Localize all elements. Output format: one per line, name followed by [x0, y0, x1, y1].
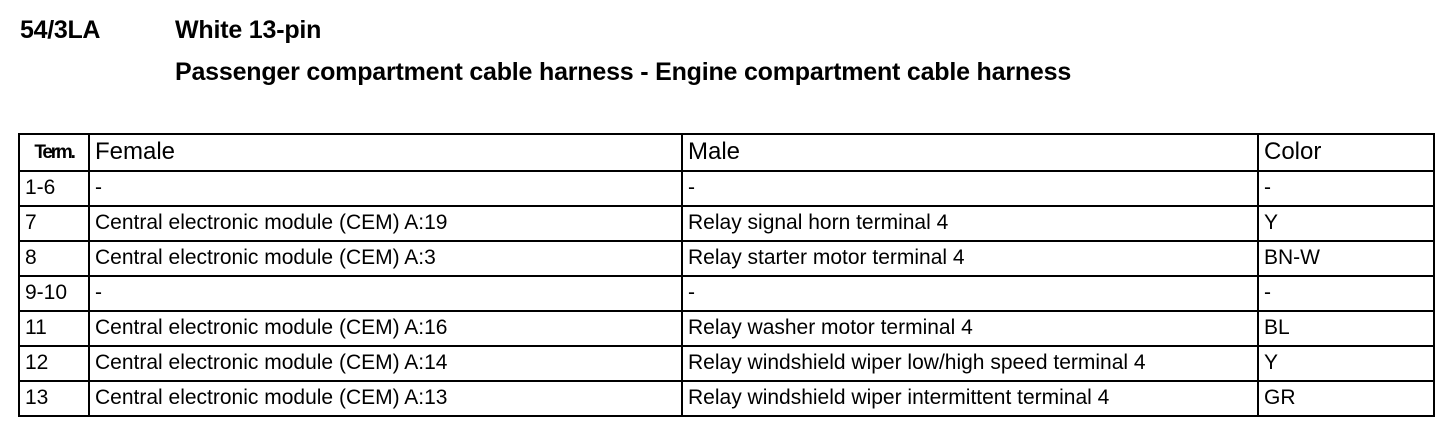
- cell-term: 1-6: [19, 171, 89, 206]
- cell-color: -: [1258, 276, 1434, 311]
- table-body: [19, 171, 1434, 416]
- table-row: [19, 276, 1434, 311]
- table-row: [19, 241, 1434, 276]
- cell-female: Central electronic module (CEM) A:14: [89, 346, 682, 381]
- table-row: [19, 171, 1434, 206]
- cell-term: 13: [19, 381, 89, 416]
- connector-code: 54/3LA: [20, 16, 101, 44]
- cell-male: Relay windshield wiper intermittent terminal 4: [682, 381, 1258, 416]
- cell-male: Relay signal horn terminal 4: [682, 206, 1258, 241]
- cell-term: 7: [19, 206, 89, 241]
- table-row: [19, 206, 1434, 241]
- table-header: [19, 134, 1434, 171]
- table-row: [19, 346, 1434, 381]
- pinout-table: [18, 133, 1435, 417]
- cell-male: -: [682, 276, 1258, 311]
- cell-female: Central electronic module (CEM) A:16: [89, 311, 682, 346]
- table-row: [19, 381, 1434, 416]
- cell-male: Relay washer motor terminal 4: [682, 311, 1258, 346]
- cell-color: GR: [1258, 381, 1434, 416]
- cell-color: -: [1258, 171, 1434, 206]
- cell-color: Y: [1258, 346, 1434, 381]
- cell-term: 9-10: [19, 276, 89, 311]
- cell-color: BN-W: [1258, 241, 1434, 276]
- cell-color: BL: [1258, 311, 1434, 346]
- pinout-table-container: [18, 133, 1400, 417]
- connector-subtitle: Passenger compartment cable harness - Engine compartment cable harness: [175, 58, 1072, 86]
- cell-female: Central electronic module (CEM) A:3: [89, 241, 682, 276]
- cell-term: 11: [19, 311, 89, 346]
- column-header-term: Term.: [19, 134, 89, 171]
- cell-female: Central electronic module (CEM) A:19: [89, 206, 682, 241]
- cell-male: Relay starter motor terminal 4: [682, 241, 1258, 276]
- cell-male: -: [682, 171, 1258, 206]
- table-header-row: [19, 134, 1434, 171]
- cell-female: -: [89, 276, 682, 311]
- cell-term: 12: [19, 346, 89, 381]
- cell-female: Central electronic module (CEM) A:13: [89, 381, 682, 416]
- column-header-male: Male: [682, 134, 1258, 171]
- cell-female: -: [89, 171, 682, 206]
- cell-color: Y: [1258, 206, 1434, 241]
- column-header-female: Female: [89, 134, 682, 171]
- cell-male: Relay windshield wiper low/high speed terminal 4: [682, 346, 1258, 381]
- connector-title: White 13-pin: [175, 16, 322, 44]
- column-header-color: Color: [1258, 134, 1434, 171]
- cell-term: 8: [19, 241, 89, 276]
- table-row: [19, 311, 1434, 346]
